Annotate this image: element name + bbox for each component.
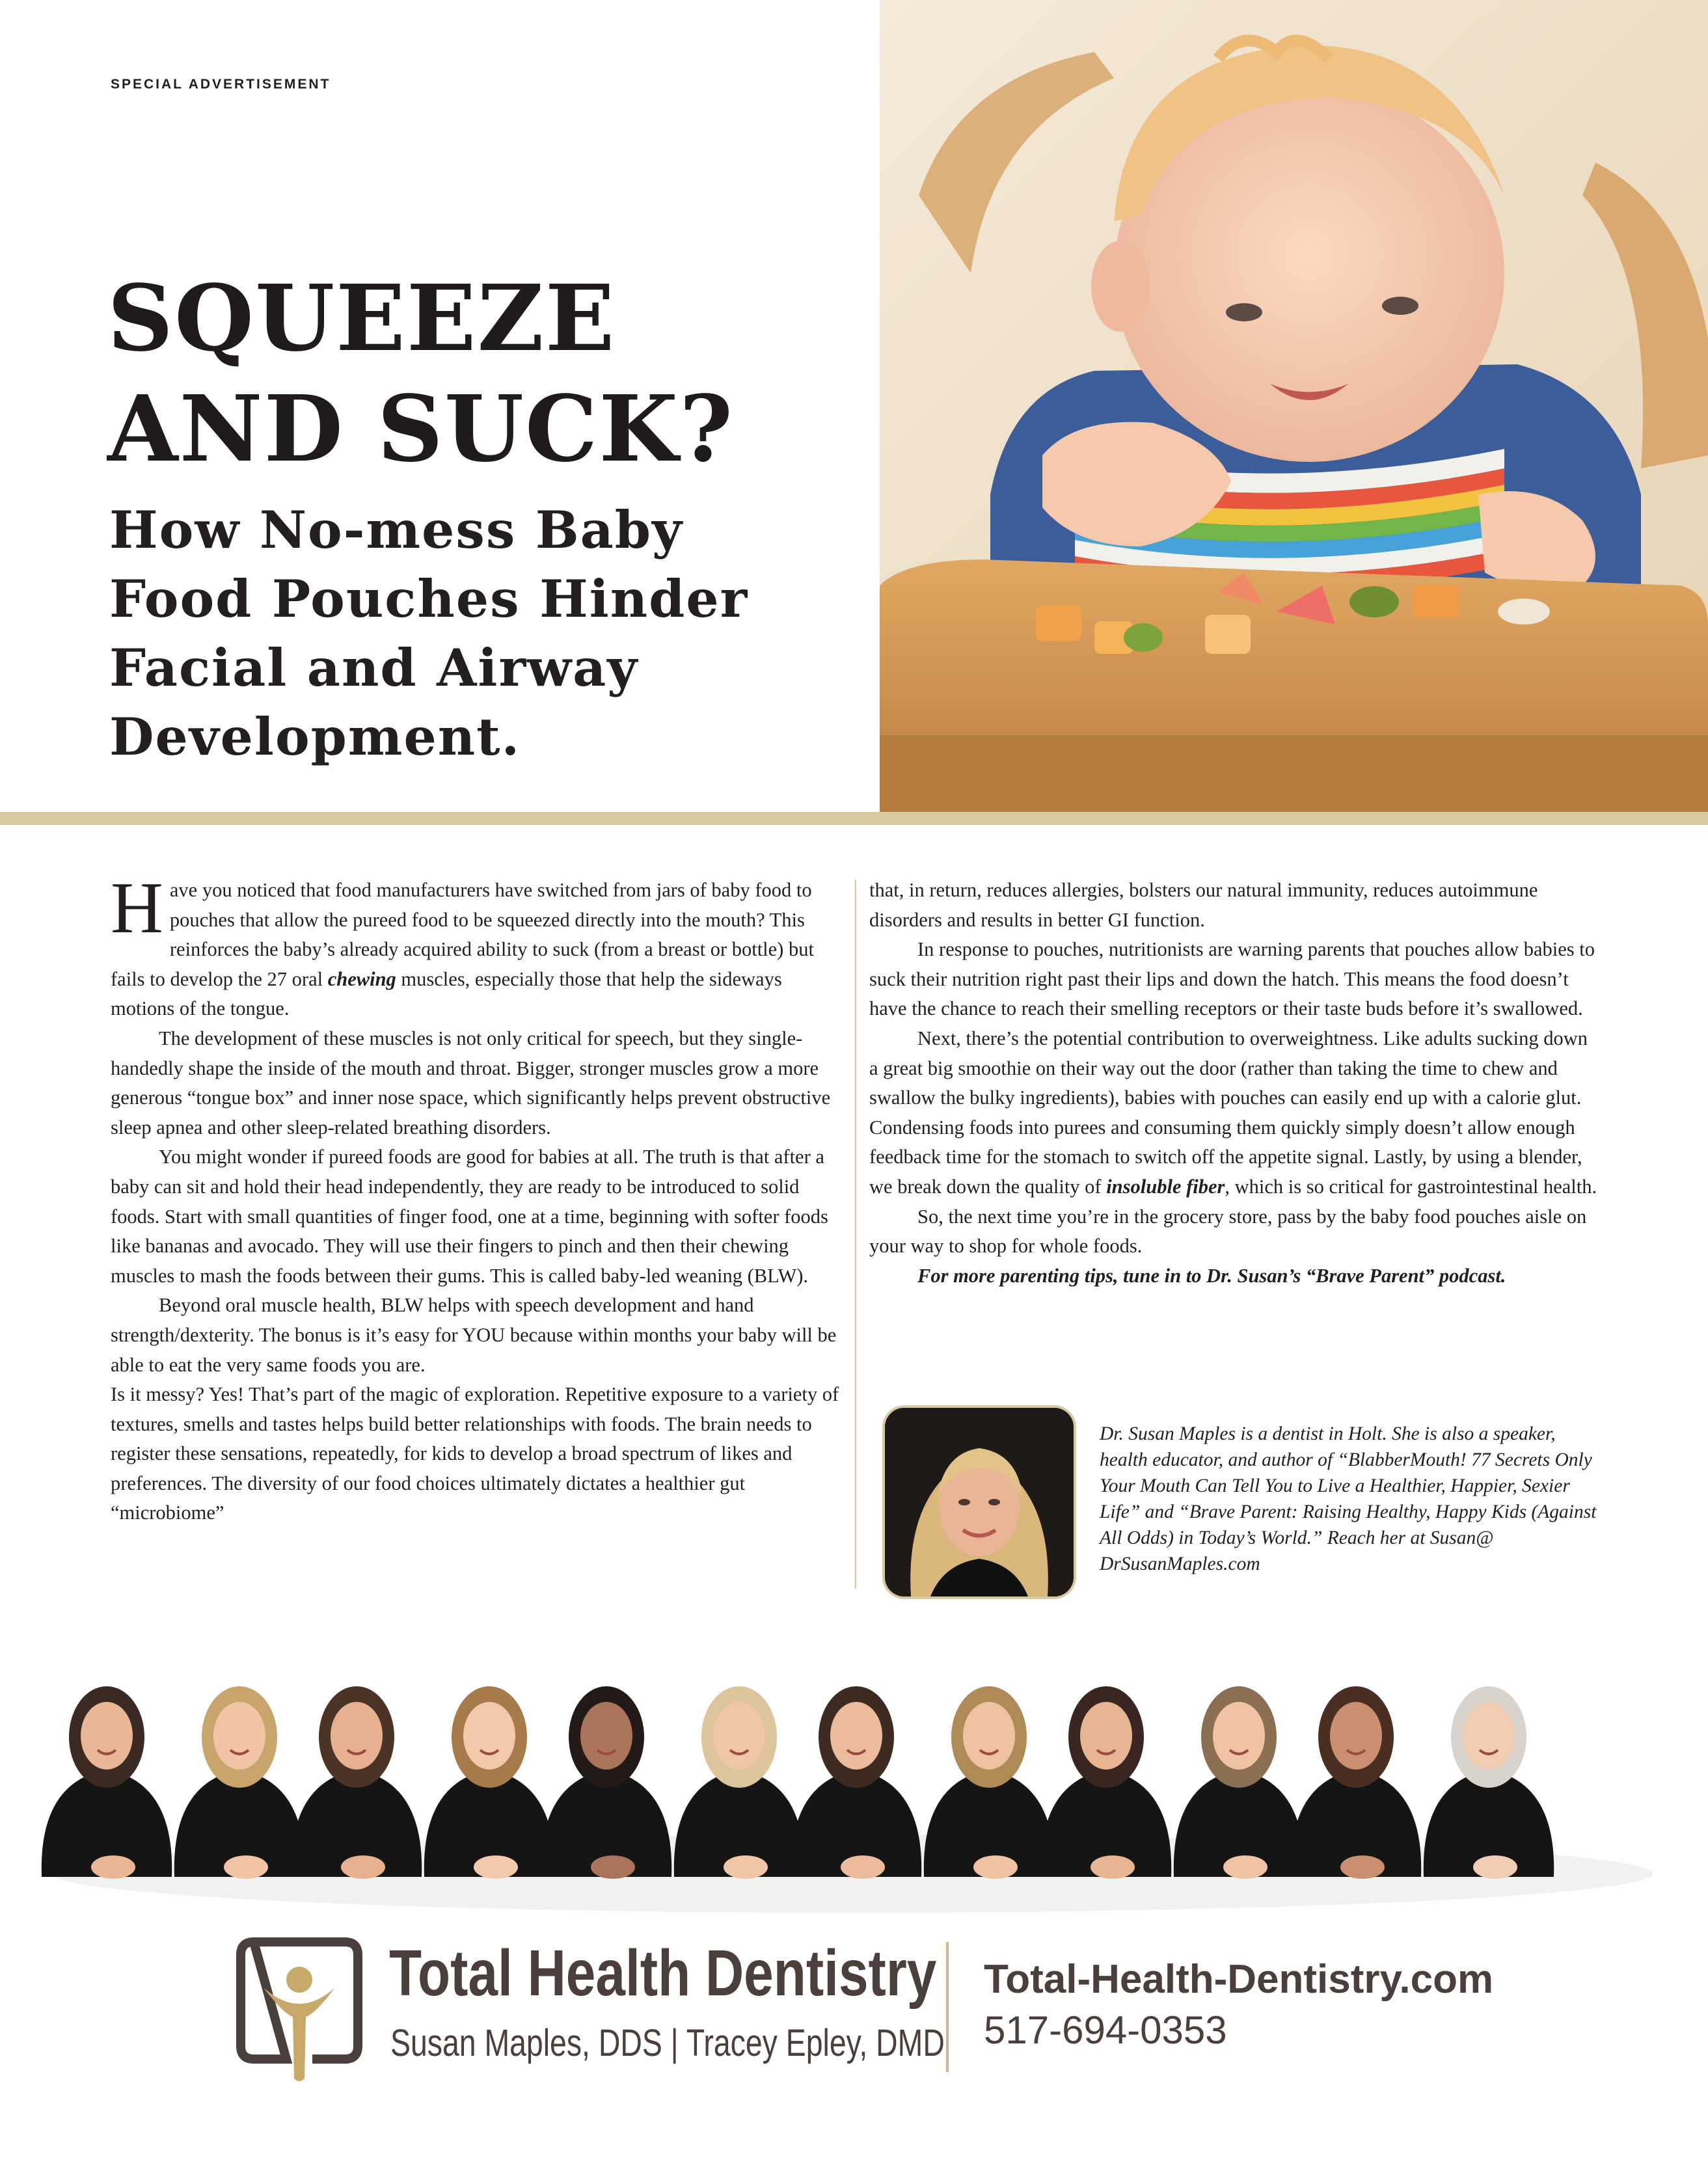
article-paragraph (869, 1024, 1598, 1202)
paragraph-text: muscles, especially those that help the sideways motions of the tongue. (111, 967, 782, 1020)
subhead-line: Development. (109, 707, 521, 767)
headline-line: SQUEEZE (107, 265, 616, 372)
brand-logo (234, 1935, 364, 2084)
paragraph-text: ave you noticed that food manufacturers have switched from jars of baby food to pouches that allow the pureed food to be squeezed directly into the mouth? This reinforces the baby’s already acquired ability to suck (from a breast or bottle) but fails to develop the 27 oral (111, 879, 814, 990)
headline-line: AND SUCK? (107, 376, 735, 483)
article-paragraph: Is it messy? Yes! That’s part of the magic of exploration. Repetitive exposure to a variety of textures, smells and tastes helps build better relationships with foods. The brain needs to register these sensations, repeatedly, for kids to develop a broad spectrum of likes and preferences. The diversity of our food choices ultimately dictates a healthier gut “microbiome” (111, 1383, 839, 1524)
brand-doctors: Susan Maples, DDS | Tracey Epley, DMD (390, 2022, 945, 2064)
drop-cap: H (111, 868, 163, 949)
headline (107, 263, 856, 485)
article-paragraph: In response to pouches, nutritionists are warning parents that pouches allow babies to suck their nutrition right past their lips and down the hatch. This means the food doesn’t have the chance to reach their smelling receptors or their taste buds before it’s swallowed. (869, 938, 1595, 1020)
article-column-right (869, 876, 1598, 1291)
section-kicker: SPECIAL ADVERTISEMENT (111, 77, 331, 92)
paragraph-text: , which is so critical for gastrointestinal health. (1225, 1175, 1597, 1198)
article-paragraph: that, in return, reduces allergies, bolsters our natural immunity, reduces autoimmune disorders and results in better GI function. (869, 879, 1538, 931)
article-paragraph: So, the next time you’re in the grocery store, pass by the baby food pouches aisle on your way to shop for whole foods. (869, 1205, 1587, 1258)
hero-photo (880, 0, 1708, 813)
emphasis-text: insoluble fiber (1106, 1175, 1225, 1198)
emphasis-text: chewing (327, 967, 396, 990)
subhead-line: Food Pouches Hinder (109, 569, 749, 629)
subheadline (109, 496, 851, 772)
subhead-line: Facial and Airway (109, 638, 639, 698)
paragraph-text: Next, there’s the potential contribution to overweightness. Like adults sucking down a great big smoothie on their way out the door (rather than taking the time to chew and swallow the bulky ingredients), babies with pouches can easily end up with a calorie glut. Condensing foods into purees and consuming them quickly simply doesn’t allow enough feedback time for the stomach to switch off the appetite signal. Lastly, by using a blender, we break down the quality of (869, 1027, 1588, 1198)
brand-name: Total Health Dentistry (389, 1937, 937, 2010)
article-column-left (111, 868, 839, 1528)
gold-divider (0, 812, 1708, 825)
article-paragraph: Beyond oral muscle health, BLW helps with speech development and hand strength/dexterity. The bonus is it’s easy for YOU because within months your baby will be able to eat the very same foods you are. (111, 1294, 837, 1376)
subhead-line: How No-mess Baby (109, 500, 683, 560)
author-bio: Dr. Susan Maples is a dentist in Holt. She is also a speaker, health educator, and author of “BlabberMouth! 77 Secrets Only Your Mouth Can Tell You to Live a Healthier, Happier, Sexier Life” and “Brave Parent: Raising Healthy, Happy Kids (Against All Odds) in Today’s World.” Reach her at Susan@ DrSusanMaples.com (1100, 1423, 1597, 1574)
phone-number[interactable]: 517-694-0353 (984, 2008, 1227, 2052)
podcast-tagline: For more parenting tips, tune in to Dr. Susan’s “Brave Parent” podcast. (917, 1264, 1506, 1287)
website-link[interactable]: Total-Health-Dentistry.com (984, 1957, 1494, 2002)
author-photo (882, 1405, 1076, 1599)
article-paragraph (111, 868, 839, 1024)
article-paragraph: The development of these muscles is not only critical for speech, but they single-handedly shape the inside of the mouth and throat. Bigger, stronger muscles grow a more generous “tongue box” and inner nose space, which significantly helps prevent obstructive sleep apnea and other sleep-related breathing disorders. (111, 1027, 831, 1138)
team-photo (20, 1652, 1685, 1945)
column-divider (855, 880, 856, 1589)
brand-divider (946, 1942, 949, 2072)
article-paragraph: You might wonder if pureed foods are good for babies at all. The truth is that after a baby can sit and hold their head independently, they are ready to be introduced to solid foods. Start with small quantities of finger food, one at a time, beginning with softer foods like bananas and avocado. They will use their fingers to pinch and then their chewing muscles to mash the foods between their gums. This is called baby-led weaning (BLW). (111, 1146, 828, 1287)
